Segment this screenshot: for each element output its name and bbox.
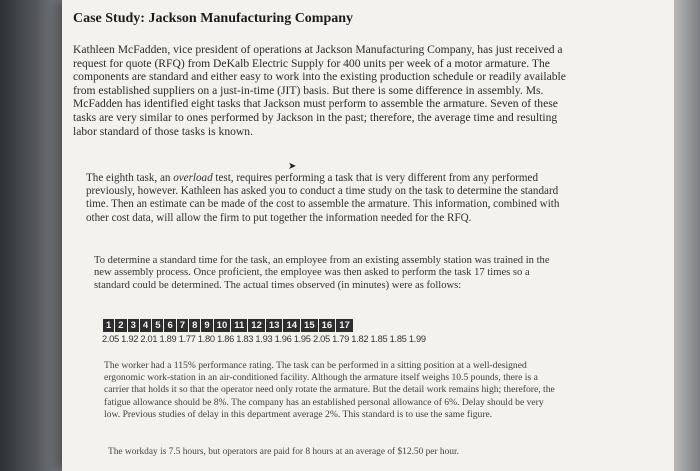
paragraph-overload-task xyxy=(86,172,561,225)
observation-header-cell: 14 xyxy=(283,319,301,333)
overload-term: overload xyxy=(173,172,213,184)
observation-header-cell: 4 xyxy=(139,319,151,333)
observation-header-cell: 3 xyxy=(127,319,139,333)
case-study-title: Case Study: Jackson Manufacturing Company xyxy=(73,11,354,26)
observation-header-cell: 7 xyxy=(176,319,188,333)
observation-header-cell: 15 xyxy=(301,319,319,333)
observation-header-cell: 11 xyxy=(231,319,248,333)
paragraph-time-study: To determine a standard time for the task, an employee from an existing assembly station was trained in the new assembly process. Once proficient, the employee was then asked to perform the task 17 times so a standard could be determined. The actual times observed (in minutes) were as follows: xyxy=(94,255,550,291)
observation-header-cell: 13 xyxy=(265,319,283,333)
observation-header-row xyxy=(103,319,354,333)
observation-header-cell: 8 xyxy=(189,319,201,333)
observation-header-cell: 9 xyxy=(201,319,213,333)
paragraph-workday: The workday is 7.5 hours, but operators are paid for 8 hours at an average of $12.50 per hour. xyxy=(108,447,459,457)
observation-header-cell: 2 xyxy=(115,319,127,333)
paragraph-overload-text-b: test, requires performing a task that is very different from any performed previously, however. Kathleen has asked you to conduct a time study on the task to determine the standard time. Then an estimate can be made of the cost to assemble the armature. This information, combined with other cost data, will allow the firm to put together the information needed for the RFQ. xyxy=(86,172,560,224)
observed-times: 2.05 1.92 2.01 1.89 1.77 1.80 1.86 1.83 1.93 1.96 1.95 2.05 1.79 1.82 1.85 1.85 1.99 xyxy=(102,334,426,344)
paragraph-performance-rating: The worker had a 115% performance rating. The task can be performed in a sitting position at a well-designed ergonomic work-station in an air-conditioned facility. Although the armature itself weighs 10.5 pounds, there is a carrier that holds it so that the operator need only rotate the armature. But the detail work remains high; therefore, the fatigue allowance should be 8%. The company has an established personal allowance of 6%. Delay should be very low. Previous studies of delay in this department average 2%. This standard is to use the same figure. xyxy=(104,360,555,420)
observation-header-cell: 5 xyxy=(152,319,164,333)
observation-number-table xyxy=(102,318,354,333)
observation-header-cell: 12 xyxy=(248,319,266,333)
observation-header-cell: 16 xyxy=(318,319,336,333)
cursor-arrow-icon: ➤ xyxy=(288,161,297,172)
paragraph-overload-text-a: The eighth task, an xyxy=(86,172,174,184)
observation-header-cell: 17 xyxy=(336,319,354,333)
observation-header-cell: 10 xyxy=(213,319,231,333)
observation-header-cell: 6 xyxy=(164,319,176,333)
right-edge xyxy=(674,0,700,471)
left-shadow xyxy=(0,0,62,471)
observation-header-cell: 1 xyxy=(103,319,115,333)
paragraph-intro: Kathleen McFadden, vice president of operations at Jackson Manufacturing Company, has just received a request for quote (RFQ) from DeKalb Electric Supply for 400 units per week of a motor armature. The components are standard and either easy to work into the existing production schedule or readily available from established suppliers on a just-in-time (JIT) basis. But there is some difference in assembly. Ms. McFadden has identified eight tasks that Jackson must perform to assemble the armature. Seven of these tasks are very similar to ones performed by Jackson in the past; therefore, the average time and resulting labor standard of those tasks is known. xyxy=(73,43,566,138)
